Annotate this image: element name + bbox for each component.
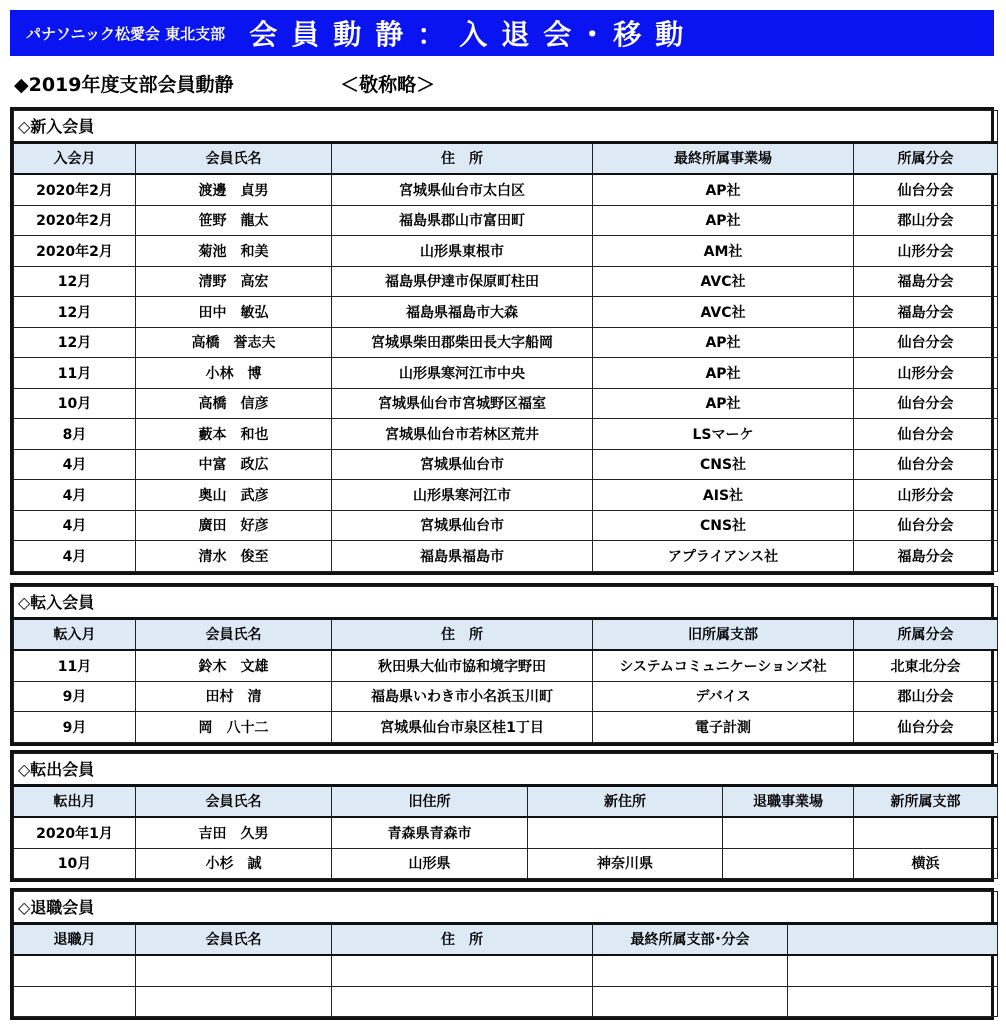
table-cell: 奥山 武彦 — [136, 480, 332, 511]
column-header: 最終所属支部･分会 — [593, 923, 788, 955]
table-cell: 2020年2月 — [14, 174, 136, 205]
table-row — [14, 541, 998, 572]
column-header: 退職月 — [14, 923, 136, 955]
table-cell: CNS社 — [593, 449, 854, 480]
table-cell: 4月 — [14, 480, 136, 511]
table-cell: 清野 高宏 — [136, 266, 332, 297]
table-cell — [136, 986, 332, 1017]
section-retired — [10, 888, 994, 1020]
table-cell: 菊池 和美 — [136, 236, 332, 267]
table-cell — [723, 848, 854, 879]
table-cell: AIS社 — [593, 480, 854, 511]
page-title: 会員動静：入退会･移動 — [249, 18, 698, 51]
table-cell: 12月 — [14, 327, 136, 358]
section-transfer-out — [10, 750, 994, 882]
table-cell: 中富 政広 — [136, 449, 332, 480]
table-cell: AP社 — [593, 174, 854, 205]
table-row — [14, 419, 998, 450]
table-cell: 笹野 龍太 — [136, 205, 332, 236]
table-cell: 郡山分会 — [854, 681, 998, 712]
column-header: 退職事業場 — [723, 785, 854, 817]
column-header: 会員氏名 — [136, 618, 332, 650]
table-row — [14, 358, 998, 389]
table-cell: 宮城県仙台市泉区桂1丁目 — [332, 712, 593, 743]
table-row — [14, 327, 998, 358]
table-cell: 小林 博 — [136, 358, 332, 389]
table-cell — [528, 817, 723, 848]
table-cell — [332, 986, 593, 1017]
table-cell: 宮城県仙台市太白区 — [332, 174, 593, 205]
table-cell: 2020年1月 — [14, 817, 136, 848]
table-row — [14, 236, 998, 267]
table-cell: 廣田 好彦 — [136, 510, 332, 541]
column-header: 会員氏名 — [136, 785, 332, 817]
table-row — [14, 650, 998, 681]
column-header: 住 所 — [332, 142, 593, 174]
table-cell: 4月 — [14, 541, 136, 572]
section-title: ◇退職会員 — [14, 892, 998, 924]
table-cell: 吉田 久男 — [136, 817, 332, 848]
table-row — [14, 510, 998, 541]
table-cell: 福島県福島市 — [332, 541, 593, 572]
table-cell: CNS社 — [593, 510, 854, 541]
section-title: ◇転入会員 — [14, 587, 998, 619]
table-cell: 12月 — [14, 266, 136, 297]
table-cell — [854, 817, 998, 848]
column-header — [788, 923, 998, 955]
table-cell: 渡邊 貞男 — [136, 174, 332, 205]
section-new-members — [10, 107, 994, 575]
column-header: 所属分会 — [854, 142, 998, 174]
table-header-row — [14, 618, 998, 650]
table-row — [14, 266, 998, 297]
table-row — [14, 388, 998, 419]
table-cell — [136, 955, 332, 986]
table-cell — [332, 955, 593, 986]
table-row — [14, 712, 998, 743]
table-row — [14, 205, 998, 236]
column-header: 転入月 — [14, 618, 136, 650]
column-header: 新住所 — [528, 785, 723, 817]
column-header: 住 所 — [332, 618, 593, 650]
column-header: 最終所属事業場 — [593, 142, 854, 174]
table-cell: 福島県福島市大森 — [332, 297, 593, 328]
table-cell: 2020年2月 — [14, 236, 136, 267]
table-cell: 4月 — [14, 449, 136, 480]
table-row — [14, 848, 998, 879]
table-cell — [14, 955, 136, 986]
table-cell: 横浜 — [854, 848, 998, 879]
column-header: 転出月 — [14, 785, 136, 817]
table-cell: AVC社 — [593, 266, 854, 297]
table-cell: AP社 — [593, 327, 854, 358]
table-cell: 12月 — [14, 297, 136, 328]
table-cell: 郡山分会 — [854, 205, 998, 236]
table-cell: 清水 俊至 — [136, 541, 332, 572]
table-cell: 11月 — [14, 358, 136, 389]
table-row — [14, 174, 998, 205]
column-header: 住 所 — [332, 923, 593, 955]
column-header: 会員氏名 — [136, 142, 332, 174]
table-cell: 仙台分会 — [854, 712, 998, 743]
table-cell: 10月 — [14, 848, 136, 879]
table-cell: 田中 敏弘 — [136, 297, 332, 328]
table-cell: 宮城県柴田郡柴田長大字船岡 — [332, 327, 593, 358]
table-row — [14, 817, 998, 848]
table-header-row — [14, 923, 998, 955]
table-cell: 山形県寒河江市 — [332, 480, 593, 511]
table-cell: 仙台分会 — [854, 388, 998, 419]
table-cell: アプライアンス社 — [593, 541, 854, 572]
table-cell: AP社 — [593, 358, 854, 389]
table-cell — [788, 955, 998, 986]
fiscal-year-heading: ◆2019年度支部会員動静 — [14, 74, 234, 96]
organization-name: パナソニック松愛会 東北支部 — [26, 24, 226, 43]
column-header: 新所属支部 — [854, 785, 998, 817]
table-cell: 福島県伊達市保原町柱田 — [332, 266, 593, 297]
section-title: ◇新入会員 — [14, 111, 998, 143]
table-cell — [593, 955, 788, 986]
table-row — [14, 480, 998, 511]
table-cell: 高橋 誉志夫 — [136, 327, 332, 358]
table-cell — [593, 986, 788, 1017]
table-cell: 仙台分会 — [854, 449, 998, 480]
subtitle — [14, 70, 435, 97]
table-cell: 8月 — [14, 419, 136, 450]
table-cell: 宮城県仙台市宮城野区福室 — [332, 388, 593, 419]
table-cell: 仙台分会 — [854, 327, 998, 358]
column-header: 旧所属支部 — [593, 618, 854, 650]
table-cell: 宮城県仙台市 — [332, 449, 593, 480]
table-cell: 福島分会 — [854, 297, 998, 328]
table-cell: 宮城県仙台市 — [332, 510, 593, 541]
table-row — [14, 681, 998, 712]
table-header-row — [14, 785, 998, 817]
table-cell: 青森県青森市 — [332, 817, 528, 848]
table-cell: 神奈川県 — [528, 848, 723, 879]
table-cell: AP社 — [593, 205, 854, 236]
column-header: 所属分会 — [854, 618, 998, 650]
column-header: 会員氏名 — [136, 923, 332, 955]
table-cell: 小杉 誠 — [136, 848, 332, 879]
table-row — [14, 449, 998, 480]
table-cell: AM社 — [593, 236, 854, 267]
section-title: ◇転出会員 — [14, 754, 998, 786]
table-cell: 9月 — [14, 712, 136, 743]
table-cell: 福島県いわき市小名浜玉川町 — [332, 681, 593, 712]
table-cell: 仙台分会 — [854, 174, 998, 205]
table-cell: 仙台分会 — [854, 510, 998, 541]
table-cell: 秋田県大仙市協和境字野田 — [332, 650, 593, 681]
table-cell: 福島分会 — [854, 266, 998, 297]
column-header: 入会月 — [14, 142, 136, 174]
table-cell — [14, 986, 136, 1017]
table-header-row — [14, 142, 998, 174]
table-cell — [723, 817, 854, 848]
table-cell: 電子計測 — [593, 712, 854, 743]
table-cell: LSマーケ — [593, 419, 854, 450]
table-cell: デバイス — [593, 681, 854, 712]
table-cell: 2020年2月 — [14, 205, 136, 236]
table-cell: AVC社 — [593, 297, 854, 328]
table-cell: 高橋 信彦 — [136, 388, 332, 419]
column-header: 旧住所 — [332, 785, 528, 817]
table-cell: 鈴木 文雄 — [136, 650, 332, 681]
table-cell: 宮城県仙台市若林区荒井 — [332, 419, 593, 450]
table-cell — [788, 986, 998, 1017]
table-cell: 4月 — [14, 510, 136, 541]
table-cell: 仙台分会 — [854, 419, 998, 450]
table-cell: 山形分会 — [854, 480, 998, 511]
table-cell: 福島分会 — [854, 541, 998, 572]
header-banner — [10, 10, 994, 56]
table-cell: 山形県寒河江市中央 — [332, 358, 593, 389]
table-cell: 田村 清 — [136, 681, 332, 712]
table-cell: 岡 八十二 — [136, 712, 332, 743]
section-transfer-in — [10, 583, 994, 746]
table-row — [14, 986, 998, 1017]
table-cell: 11月 — [14, 650, 136, 681]
honorifics-note: ＜敬称略＞ — [340, 74, 436, 96]
table-cell: 福島県郡山市富田町 — [332, 205, 593, 236]
table-cell: 山形県東根市 — [332, 236, 593, 267]
table-cell: 藪本 和也 — [136, 419, 332, 450]
table-cell: 10月 — [14, 388, 136, 419]
table-cell: 山形県 — [332, 848, 528, 879]
table-cell: システムコミュニケーションズ社 — [593, 650, 854, 681]
table-cell: 山形分会 — [854, 358, 998, 389]
table-cell: 9月 — [14, 681, 136, 712]
table-row — [14, 955, 998, 986]
table-cell: AP社 — [593, 388, 854, 419]
table-cell: 山形分会 — [854, 236, 998, 267]
table-cell: 北東北分会 — [854, 650, 998, 681]
table-row — [14, 297, 998, 328]
